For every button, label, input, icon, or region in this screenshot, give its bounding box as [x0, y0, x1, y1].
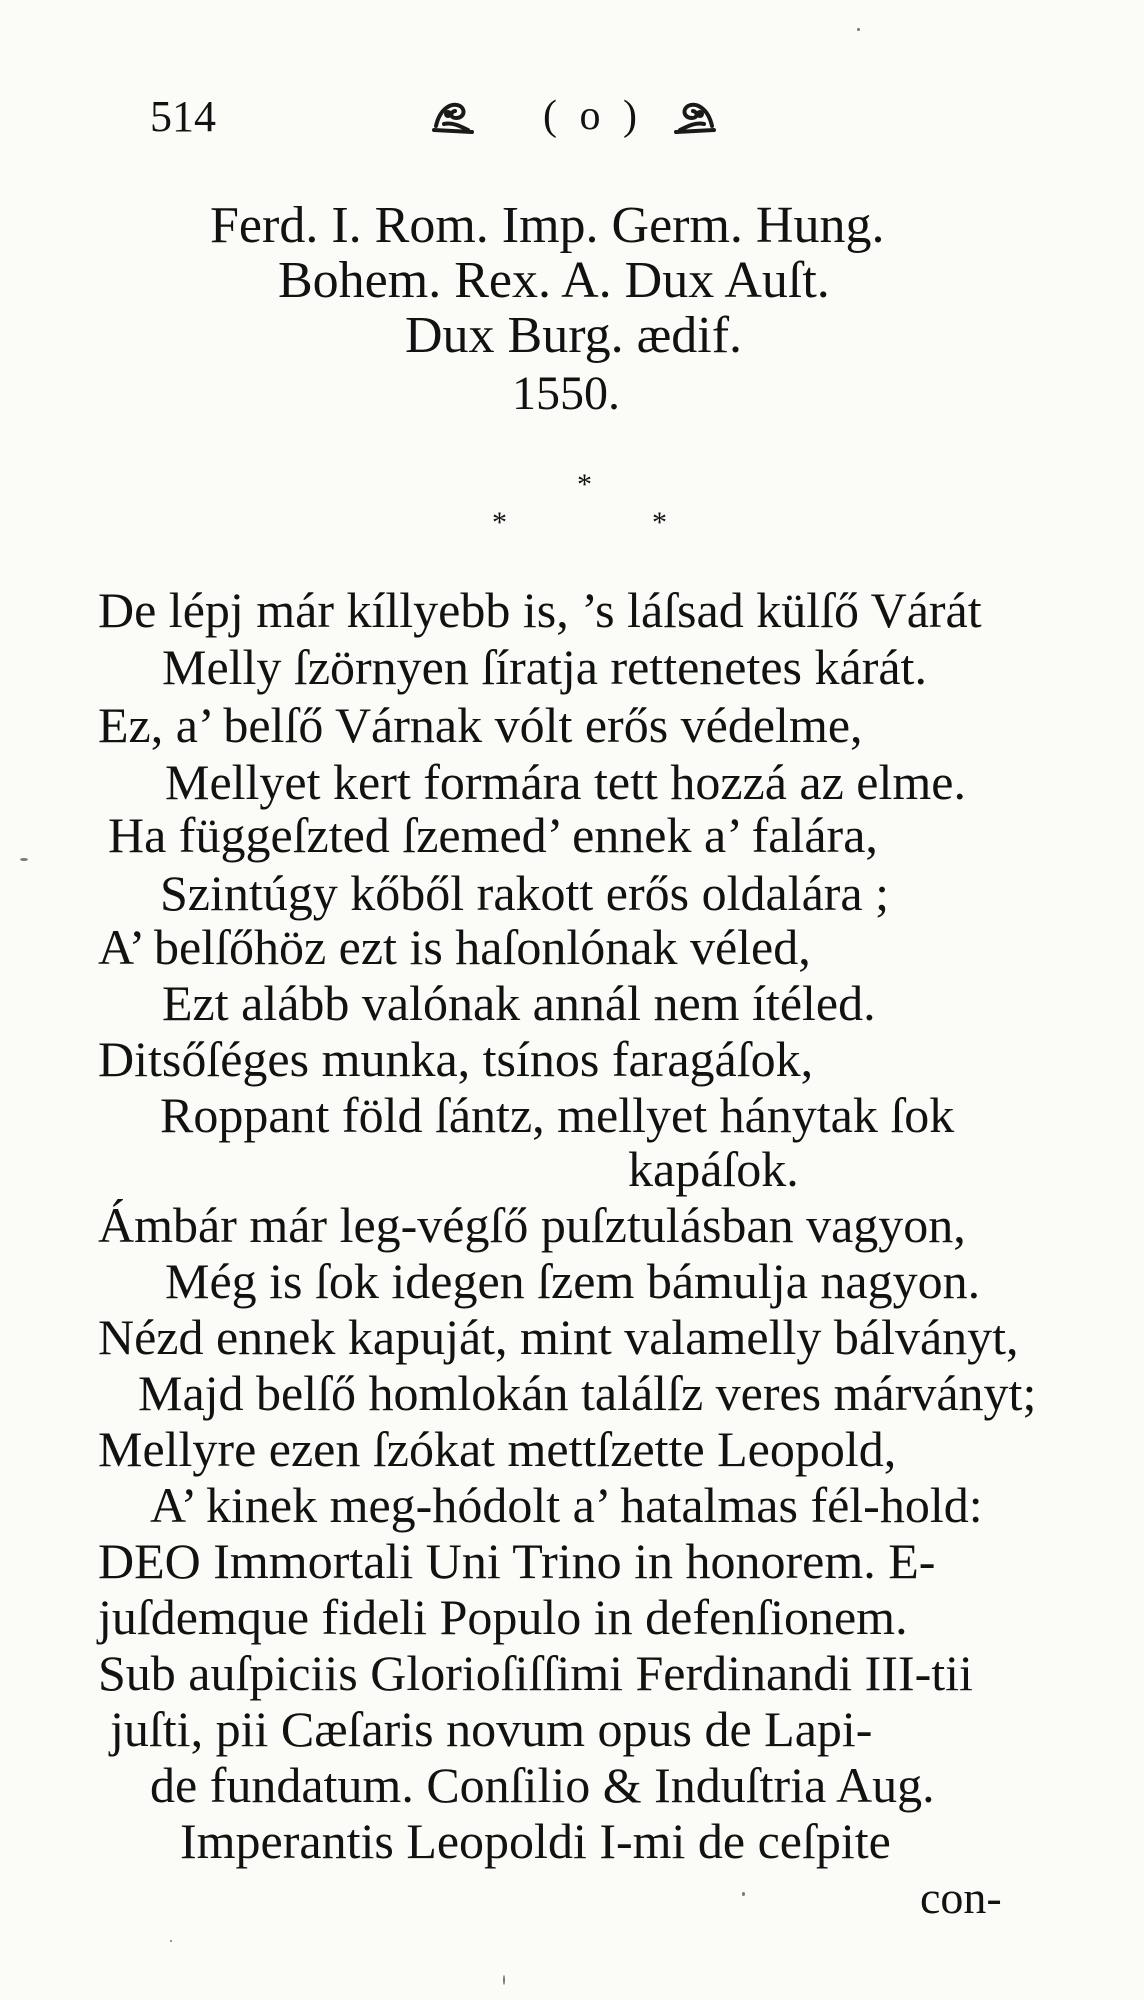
verse-line: Ezt alább valónak annál nem ítéled. — [162, 975, 876, 1031]
inscription-line: Dux Burg. ædif. — [405, 307, 743, 364]
inscription-line: Bohem. Rex. A. Dux Auſt. — [278, 252, 830, 309]
verse-line: Roppant föld ſántz, mellyet hánytak ſok — [160, 1087, 955, 1143]
verse-line: Még is ſok idegen ſzem bámulja nagyon. — [165, 1253, 981, 1309]
header-ornament-text: ( o ) — [543, 93, 643, 139]
latin-line: juſti, pii Cæſaris novum opus de Lapi- — [110, 1701, 873, 1757]
latin-line: DEO Immortali Uni Trino in honorem. E- — [98, 1533, 936, 1589]
inscription-year: 1550. — [512, 367, 620, 420]
verse-line-continuation: kapáſok. — [628, 1141, 799, 1197]
verse-line: Ez, a’ belſő Várnak vólt erős védelme, — [98, 697, 863, 753]
verse-line: Melly ſzörnyen ſíratja rettenetes kárát. — [162, 639, 927, 695]
left-ornament-icon — [430, 96, 478, 136]
verse-line: Ámbár már leg-végſő puſztulásban vagyon, — [98, 1197, 966, 1253]
verse-line: A’ belſőhöz ezt is haſonlónak véled, — [98, 919, 811, 975]
verse-line: Szintúgy kőből rakott erős oldalára ; — [160, 865, 890, 921]
catchword: con- — [920, 1872, 1002, 1923]
verse-line: Mellyet kert formára tett hozzá az elme. — [165, 754, 966, 810]
verse-line: Nézd ennek kapuját, mint valamelly bálványt, — [98, 1309, 1019, 1365]
latin-line: de fundatum. Conſilio & Induſtria Aug. — [150, 1757, 935, 1813]
latin-line: juſdemque fideli Populo in defenſionem. — [98, 1589, 908, 1645]
latin-line: Imperantis Leopoldi I-mi de ceſpite — [180, 1813, 891, 1869]
latin-line: Sub auſpiciis Glorioſiſſimi Ferdinandi III-tii — [98, 1645, 973, 1701]
separator-star: * — [652, 506, 667, 539]
verse-line: Ha függeſzted ſzemed’ ennek a’ falára, — [108, 807, 878, 863]
verse-line: Mellyre ezen ſzókat mettſzette Leopold, — [98, 1421, 897, 1477]
paper-speck — [857, 28, 860, 31]
right-ornament-icon — [670, 96, 718, 136]
paper-speck — [20, 858, 28, 861]
inscription-line: Ferd. I. Rom. Imp. Germ. Hung. — [210, 197, 885, 254]
verse-line: De lépj már kíllyebb is, ’s láſsad külſő Várát — [98, 582, 982, 638]
separator-star: * — [492, 506, 507, 539]
verse-line: A’ kinek meg-hódolt a’ hatalmas fél-hold: — [150, 1477, 983, 1533]
verse-line: Ditsőſéges munka, tsínos faragáſok, — [98, 1031, 814, 1087]
paper-speck — [503, 1975, 505, 1985]
paper-speck — [742, 1892, 745, 1896]
paper-speck — [170, 1940, 172, 1942]
separator-star: * — [577, 468, 592, 501]
verse-line: Majd belſő homlokán találſz veres márványt; — [138, 1365, 1037, 1421]
page-number: 514 — [150, 92, 216, 141]
